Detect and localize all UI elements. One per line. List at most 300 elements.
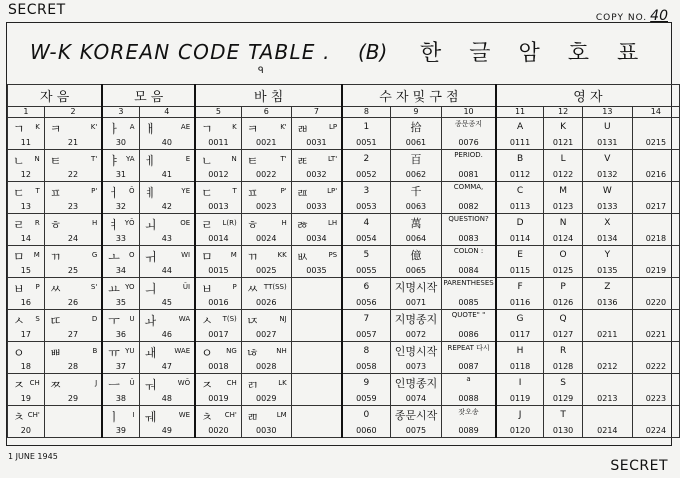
code-value: 0089 xyxy=(458,426,479,435)
code-cell xyxy=(582,118,632,150)
jamo-symbol: ㄴ xyxy=(13,154,25,168)
code-cell xyxy=(442,406,496,438)
code-cell xyxy=(442,374,496,406)
code-cell xyxy=(139,342,195,374)
romanization: R xyxy=(34,219,40,227)
romanization: K xyxy=(35,123,40,131)
code-cell xyxy=(544,214,583,246)
jamo-symbol: ㄱ xyxy=(13,122,25,136)
symbol: U xyxy=(604,122,611,132)
romanization: NJ xyxy=(279,315,287,323)
jamo-symbol: ㄾ xyxy=(296,154,309,168)
code-cell xyxy=(544,374,583,406)
romanization: T xyxy=(35,187,40,195)
jamo-symbol: ㄹ xyxy=(201,218,213,232)
code-cell xyxy=(544,118,583,150)
code-cell xyxy=(291,150,342,182)
code-value: 0015 xyxy=(208,266,229,275)
jamo-symbol: ㅁ xyxy=(13,250,25,264)
jamo-symbol: ㅌ xyxy=(246,154,259,168)
code-value: 18 xyxy=(20,362,31,371)
symbol: 8 xyxy=(363,346,370,356)
code-cell xyxy=(582,406,632,438)
code-value: 0034 xyxy=(306,234,327,243)
code-cell xyxy=(241,214,291,246)
romanization: K' xyxy=(90,123,98,131)
code-cell xyxy=(496,310,544,342)
code-value: 0213 xyxy=(597,394,618,403)
code-value: 0111 xyxy=(509,138,531,147)
code-value: 48 xyxy=(161,394,172,403)
column-number: 11 xyxy=(496,107,544,118)
code-value: 0217 xyxy=(645,202,667,211)
code-cell xyxy=(102,406,139,438)
symbol: 7 xyxy=(363,314,370,324)
code-cell xyxy=(8,246,45,278)
romanization: YA xyxy=(126,155,135,163)
code-cell xyxy=(44,150,102,182)
code-value: 0218 xyxy=(645,234,667,243)
romanization: U xyxy=(129,315,135,323)
code-value: 0116 xyxy=(509,298,531,307)
symbol: COMMA, xyxy=(453,183,484,191)
group-header-label: 수 자 및 구 점 xyxy=(379,90,459,105)
code-cell xyxy=(390,374,442,406)
symbol: T xyxy=(560,410,566,420)
romanization: M xyxy=(33,251,40,259)
code-value: 0130 xyxy=(552,426,574,435)
column-number: 4 xyxy=(139,107,195,118)
romanization: O xyxy=(129,251,135,259)
code-cell xyxy=(342,342,390,374)
code-cell xyxy=(44,214,102,246)
code-cell xyxy=(195,406,241,438)
code-cell xyxy=(496,182,544,214)
code-cell xyxy=(8,150,45,182)
romanization: H xyxy=(91,219,98,227)
table-row xyxy=(8,374,680,406)
code-value: 0060 xyxy=(356,426,377,435)
code-cell xyxy=(44,278,102,310)
symbol: 拾 xyxy=(410,121,422,134)
code-cell xyxy=(8,214,45,246)
code-cell xyxy=(632,310,679,342)
code-value: 0120 xyxy=(509,426,531,435)
code-cell xyxy=(139,310,195,342)
romanization: CH' xyxy=(224,411,237,419)
code-value: 15 xyxy=(20,266,31,275)
code-value: 0029 xyxy=(256,394,277,403)
code-value: 0018 xyxy=(208,362,229,371)
code-value: 0030 xyxy=(256,426,277,435)
code-value: 0075 xyxy=(405,426,427,435)
code-value: 45 xyxy=(161,298,172,307)
code-value: 41 xyxy=(161,170,172,179)
code-value: 43 xyxy=(161,234,172,243)
symbol: 億 xyxy=(410,249,422,262)
table-row xyxy=(8,182,680,214)
jamo-symbol: ㅚ xyxy=(144,218,157,232)
symbol: COLON : xyxy=(453,247,484,255)
code-value: 0058 xyxy=(356,362,377,371)
code-cell xyxy=(195,118,241,150)
code-cell xyxy=(342,406,390,438)
jamo-symbol: ㄸ xyxy=(49,314,62,328)
jamo-symbol: ㅆ xyxy=(246,282,259,296)
code-cell xyxy=(342,246,390,278)
code-cell xyxy=(544,310,583,342)
symbol: a xyxy=(466,375,471,383)
jamo-symbol: ㅕ xyxy=(108,218,120,232)
jamo-symbol: ㅎ xyxy=(49,218,62,232)
code-cell xyxy=(102,278,139,310)
symbol: REPEAT 다시 xyxy=(447,344,490,352)
code-cell xyxy=(544,406,583,438)
code-value: 0055 xyxy=(356,266,377,275)
romanization: T(S) xyxy=(222,315,237,323)
romanization: ŬI xyxy=(182,283,191,291)
code-cell xyxy=(390,150,442,182)
jamo-symbol: ㅇ xyxy=(201,346,213,360)
symbol: Z xyxy=(604,282,611,292)
symbol: Y xyxy=(604,250,611,260)
code-value: 0117 xyxy=(509,330,531,339)
column-number: 1 xyxy=(8,107,45,118)
code-value: 0073 xyxy=(405,362,427,371)
group-header xyxy=(102,85,195,107)
column-number: 14 xyxy=(632,107,679,118)
symbol: 지명종지 xyxy=(394,313,438,326)
table-row xyxy=(8,214,680,246)
jamo-symbol: ㄱ xyxy=(201,122,213,136)
romanization: B xyxy=(92,347,98,355)
code-value: 0134 xyxy=(597,234,618,243)
code-value: 0119 xyxy=(509,394,531,403)
jamo-symbol: ㅝ xyxy=(144,378,157,392)
code-cell xyxy=(291,278,342,310)
column-number: 10 xyxy=(442,107,496,118)
code-cell xyxy=(241,182,291,214)
code-cell xyxy=(544,182,583,214)
code-cell xyxy=(442,118,496,150)
code-value: 0014 xyxy=(208,234,229,243)
jamo-symbol: ㅟ xyxy=(144,250,157,264)
jamo-symbol: ㅁ xyxy=(201,250,213,264)
jamo-symbol: ㅂ xyxy=(201,282,213,296)
code-cell xyxy=(44,246,102,278)
code-cell xyxy=(342,118,390,150)
code-cell xyxy=(195,342,241,374)
code-value: 0121 xyxy=(552,138,574,147)
romanization: N xyxy=(231,155,237,163)
symbol: C xyxy=(516,186,524,196)
jamo-symbol: ㅙ xyxy=(144,346,157,360)
code-value: 0056 xyxy=(356,298,377,307)
code-value: 46 xyxy=(161,330,172,339)
code-value: 0118 xyxy=(509,362,531,371)
symbol: PERIOD. xyxy=(454,151,483,159)
symbol: W xyxy=(602,186,612,196)
code-cell xyxy=(195,278,241,310)
code-cell xyxy=(291,406,342,438)
code-value: 0131 xyxy=(597,138,618,147)
code-cell xyxy=(496,278,544,310)
copy-label: COPY NO. xyxy=(595,13,648,23)
code-cell xyxy=(241,246,291,278)
code-value: 12 xyxy=(20,170,31,179)
jamo-symbol: ㄿ xyxy=(296,186,309,200)
jamo-symbol: ㅉ xyxy=(49,378,62,392)
jamo-symbol: ㄷ xyxy=(201,186,213,200)
jamo-symbol: ㅑ xyxy=(108,154,120,168)
jamo-symbol: ㅏ xyxy=(108,122,120,136)
table-row xyxy=(8,278,680,310)
code-value: 0127 xyxy=(552,330,574,339)
group-header-label: 영 자 xyxy=(573,90,603,105)
code-value: 0219 xyxy=(645,266,667,275)
code-cell xyxy=(390,214,442,246)
code-cell xyxy=(8,310,45,342)
code-value: 0063 xyxy=(405,202,427,211)
symbol: G xyxy=(516,314,524,324)
code-value: 40 xyxy=(161,138,172,147)
code-cell xyxy=(241,278,291,310)
code-cell xyxy=(8,118,45,150)
table-row xyxy=(8,310,680,342)
code-cell xyxy=(496,214,544,246)
symbol: D xyxy=(516,218,524,228)
romanization: N xyxy=(34,155,40,163)
code-value: 0135 xyxy=(597,266,618,275)
code-value: 31 xyxy=(115,170,126,179)
code-value: 0136 xyxy=(597,298,618,307)
code-value: 0124 xyxy=(552,234,574,243)
jamo-symbol: ㅇ xyxy=(13,346,25,360)
code-value: 0054 xyxy=(356,234,377,243)
group-header xyxy=(8,85,103,107)
code-cell xyxy=(139,374,195,406)
jamo-symbol: ㅊ xyxy=(201,410,213,424)
romanization: KK xyxy=(277,251,287,259)
symbol: M xyxy=(559,186,567,196)
code-value: 0011 xyxy=(208,138,229,147)
jamo-symbol: ㅞ xyxy=(144,410,157,424)
code-cell xyxy=(390,310,442,342)
code-value: 0112 xyxy=(509,170,531,179)
code-cell xyxy=(8,182,45,214)
code-cell xyxy=(195,214,241,246)
code-cell xyxy=(632,214,679,246)
code-value: 49 xyxy=(161,426,172,435)
code-cell xyxy=(442,246,496,278)
code-value: 0076 xyxy=(458,138,479,147)
code-cell xyxy=(291,182,342,214)
code-value: 39 xyxy=(115,426,126,435)
jamo-symbol: ㅅ xyxy=(201,314,213,328)
code-cell xyxy=(442,310,496,342)
symbol: B xyxy=(516,154,524,164)
code-cell xyxy=(632,342,679,374)
romanization: P xyxy=(232,283,237,291)
jamo-symbol: ㄴ xyxy=(201,154,213,168)
romanization: TT(SS) xyxy=(263,283,287,291)
code-value: 34 xyxy=(115,266,126,275)
romanization: CH xyxy=(29,379,40,387)
code-value: 0132 xyxy=(597,170,618,179)
code-cell xyxy=(390,278,442,310)
symbol: QUESTION? xyxy=(448,215,489,223)
symbol: 0 xyxy=(363,410,370,420)
code-value: 0059 xyxy=(356,394,377,403)
jamo-symbol: ㅊ xyxy=(13,410,25,424)
code-value: 0025 xyxy=(256,266,277,275)
code-value: 0113 xyxy=(509,202,531,211)
code-cell xyxy=(291,118,342,150)
code-cell xyxy=(632,246,679,278)
table-row xyxy=(8,150,680,182)
code-cell xyxy=(139,214,195,246)
symbol: 9 xyxy=(363,378,370,388)
code-cell xyxy=(102,150,139,182)
code-cell xyxy=(195,310,241,342)
code-cell xyxy=(241,310,291,342)
code-cell xyxy=(442,150,496,182)
code-value: 0115 xyxy=(509,266,531,275)
romanization: CH xyxy=(226,379,237,387)
code-cell xyxy=(44,118,102,150)
jamo-symbol: ㅠ xyxy=(108,346,120,360)
code-cell xyxy=(582,246,632,278)
code-value: 19 xyxy=(20,394,31,403)
romanization: Ŏ xyxy=(129,187,135,195)
code-cell xyxy=(544,150,583,182)
romanization: WAE xyxy=(174,347,191,355)
romanization: H xyxy=(281,219,287,227)
column-number: 7 xyxy=(291,107,342,118)
code-value: 0088 xyxy=(458,394,479,403)
symbol: 종문시작 xyxy=(394,409,438,422)
code-cell xyxy=(8,342,45,374)
code-cell xyxy=(496,406,544,438)
code-cell xyxy=(496,150,544,182)
symbol: 千 xyxy=(410,185,422,198)
code-cell xyxy=(241,342,291,374)
romanization: LM xyxy=(276,411,287,419)
code-cell xyxy=(139,278,195,310)
code-value: 0031 xyxy=(306,138,327,147)
symbol: H xyxy=(516,346,524,356)
code-value: 0033 xyxy=(306,202,327,211)
code-cell xyxy=(582,374,632,406)
code-value: 0086 xyxy=(458,330,479,339)
code-value: 30 xyxy=(115,138,126,147)
code-cell xyxy=(342,182,390,214)
jamo-symbol: ㅗ xyxy=(108,250,120,264)
code-cell xyxy=(390,342,442,374)
group-header xyxy=(195,85,342,107)
symbol: I xyxy=(518,378,522,388)
symbol: 인명종지 xyxy=(394,377,438,390)
code-cell xyxy=(241,150,291,182)
code-cell xyxy=(8,406,45,438)
code-cell xyxy=(342,214,390,246)
code-value: 0216 xyxy=(645,170,667,179)
jamo-symbol: ㄺ xyxy=(246,378,259,392)
code-value: 0133 xyxy=(597,202,618,211)
column-number: 5 xyxy=(195,107,241,118)
jamo-symbol: ㅖ xyxy=(144,186,157,200)
code-cell xyxy=(582,310,632,342)
column-number: 3 xyxy=(102,107,139,118)
code-cell xyxy=(102,246,139,278)
code-value: 0128 xyxy=(552,362,574,371)
table-row xyxy=(8,406,680,438)
code-value: 0022 xyxy=(256,170,277,179)
code-value: 0223 xyxy=(645,394,667,403)
code-cell xyxy=(44,310,102,342)
group-header-label: 모 음 xyxy=(134,90,164,105)
code-cell xyxy=(390,406,442,438)
symbol: 2 xyxy=(363,154,370,164)
code-value: 0026 xyxy=(256,298,277,307)
code-value: 32 xyxy=(115,202,126,211)
symbol: E xyxy=(517,250,523,260)
code-value: 0016 xyxy=(208,298,229,307)
jamo-symbol: ㅃ xyxy=(49,346,62,360)
romanization: WŎ xyxy=(177,379,191,387)
romanization: LT' xyxy=(327,155,338,163)
code-cell xyxy=(632,150,679,182)
symbol: PARENTHESES xyxy=(443,279,494,287)
code-cell xyxy=(496,118,544,150)
code-cell xyxy=(291,342,342,374)
jamo-symbol: ㅅ xyxy=(13,314,25,328)
romanization: NH xyxy=(276,347,287,355)
jamo-symbol: ㄷ xyxy=(13,186,25,200)
code-value: 0071 xyxy=(405,298,427,307)
symbol: S xyxy=(560,378,566,388)
code-value: 0072 xyxy=(405,330,427,339)
symbol: 3 xyxy=(363,186,370,196)
romanization: CH' xyxy=(27,411,40,419)
jamo-symbol: ㅜ xyxy=(108,314,120,328)
code-cell xyxy=(632,278,679,310)
symbol: P xyxy=(560,282,566,292)
symbol: 잣오송 xyxy=(458,408,479,416)
romanization: YŎ xyxy=(124,219,135,227)
code-cell xyxy=(291,246,342,278)
code-value: 21 xyxy=(67,138,79,147)
code-value: 0074 xyxy=(405,394,427,403)
code-cell xyxy=(342,374,390,406)
romanization: T' xyxy=(91,155,98,163)
code-cell xyxy=(544,342,583,374)
table-row xyxy=(8,118,680,150)
symbol: O xyxy=(559,250,567,260)
code-value: 0114 xyxy=(509,234,531,243)
romanization: A xyxy=(129,123,135,131)
code-value: 0065 xyxy=(405,266,427,275)
code-value: 0222 xyxy=(645,362,667,371)
symbol: A xyxy=(516,122,524,132)
jamo-symbol: ㅌ xyxy=(49,154,62,168)
code-value: 0082 xyxy=(458,202,479,211)
code-value: 0211 xyxy=(597,330,618,339)
romanization: Ŭ xyxy=(129,379,135,387)
code-value: 11 xyxy=(20,138,31,147)
code-cell xyxy=(102,214,139,246)
romanization: AE xyxy=(180,123,191,131)
